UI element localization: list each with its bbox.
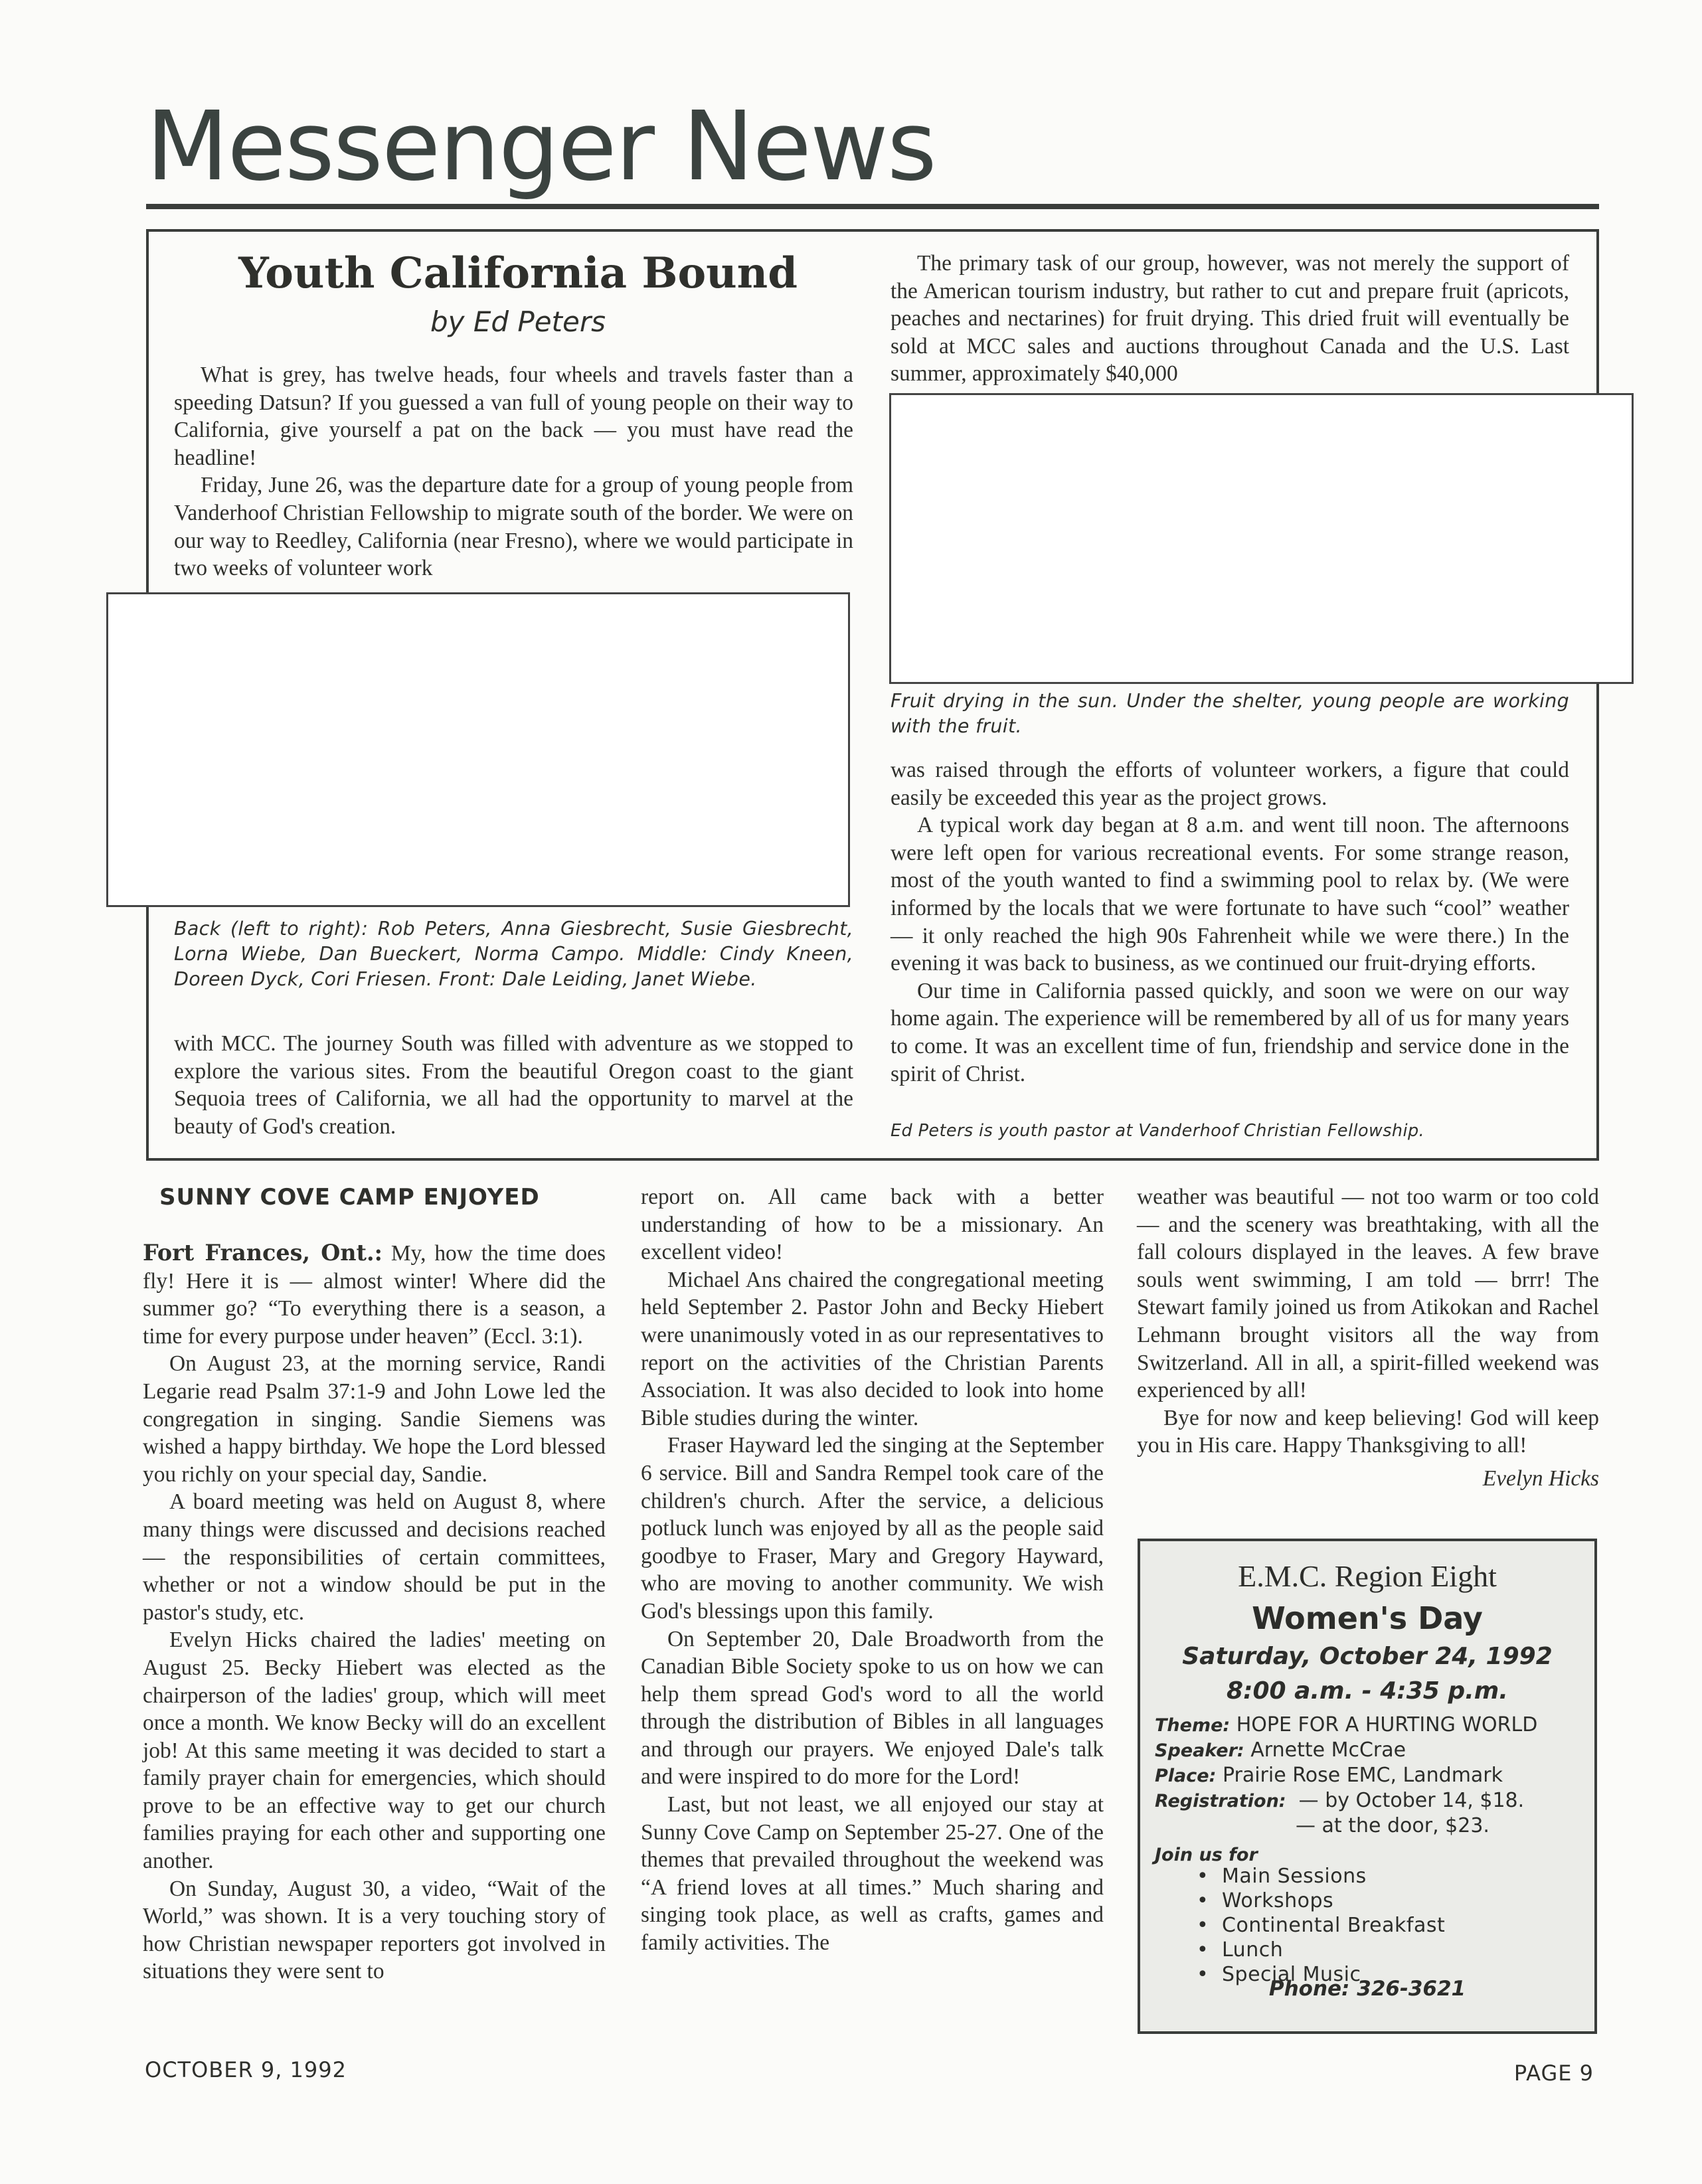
paragraph: Bye for now and keep believing! God will keep you in His care. Happy Thanksgiving to all! — [1137, 1405, 1599, 1458]
ad-theme-line — [1155, 1713, 1593, 1738]
paragraph: The primary task of our group, however, was not merely the support of the American tourism industry, but rather to cut and prepare fruit (apricots, peaches and nectarines) for fruit drying. This dried fruit will eventually be sold at MCC sales and auctions throughout Canada and the U.S. Last summer, approximately $40,000 — [891, 251, 1569, 386]
paragraph: Our time in California passed quickly, and soon we were on our way home again. The experience will be remembered by all of us for many years to come. It was an excellent time of fun, friendship and service done in the spirit of Christ. — [891, 978, 1569, 1086]
lead-text: My, how the time does fly! Here it is — almost winter! Where did the summer go? “To everything there is a season, a time for every purpose under heaven” (Eccl. 3:1). — [143, 1241, 606, 1349]
paragraph: Last, but not least, we all enjoyed our stay at Sunny Cove Camp on September 25-27. One of the themes that prevailed throughout the weekend was “A friend loves at all times.” Much sharing and singing took place, as well as crafts, games and family activities. The — [641, 1792, 1104, 1956]
group-photo-caption: Back (left to right): Rob Peters, Anna Giesbrecht, Susie Giesbrecht, Lorna Wiebe, Dan Bueckert, Norma Campo. Middle: Cindy Kneen, Doreen Dyck, Cori Friesen. Front: Dale Leiding, Janet Wiebe. — [174, 918, 853, 990]
sunny-col3 — [1137, 1183, 1599, 1493]
paragraph: report on. All came back with a better understanding of how to be a missionary. An excellent video! — [641, 1185, 1104, 1265]
ad-organization: E.M.C. Region Eight — [1238, 1559, 1497, 1593]
feature-col2-top — [891, 250, 1569, 388]
paragraph: was raised through the efforts of volunteer workers, a figure that could easily be exceeded this year as the project grows. — [891, 758, 1569, 810]
ad-speaker-line — [1155, 1738, 1593, 1763]
ad-time: 8:00 a.m. - 4:35 p.m. — [1227, 1677, 1508, 1705]
paragraph: Evelyn Hicks chaired the ladies' meeting on August 25. Becky Hiebert was elected as the chairperson of the ladies' group, which will meet once a month. We know Becky will do an excellent job! At this same meeting it was decided to start a family prayer chain for emergencies, which should prove to be an effective way to get our church families praying for each other and supporting one another. — [143, 1628, 606, 1874]
ad-registration-early: — by October 14, $18. — [1298, 1789, 1525, 1812]
ad-registration-label: Registration: — [1155, 1791, 1286, 1811]
ad-speaker-label: Speaker: — [1155, 1740, 1244, 1761]
masthead-rule — [146, 204, 1599, 209]
paragraph: What is grey, has twelve heads, four wheels and travels faster than a speeding Datsun? If you guessed a van full of young people on their way to California, give yourself a pat on the back — you must have read the headline! — [174, 363, 853, 470]
fruit-drying-photo — [889, 393, 1634, 684]
paragraph: On September 20, Dale Broadworth from the Canadian Bible Society spoke to us on how we can help them spread God's word to all the world through the distribution of Bibles in all languages and through our prayers. We enjoyed Dale's talk and were inspired to do more for the Lord! — [641, 1626, 1104, 1790]
paragraph: Friday, June 26, was the departure date for a group of young people from Vanderhoof Christian Fellowship to migrate south of the border. We were on our way to Reedley, California (near Fresno), where we would participate in two weeks of volunteer work — [174, 473, 853, 581]
paragraph — [143, 1239, 606, 1350]
ad-speaker: Arnette McCrae — [1250, 1738, 1406, 1762]
ad-program-item: • Lunch — [1197, 1938, 1569, 1962]
ad-details — [1155, 1713, 1593, 1867]
author-note: Ed Peters is youth pastor at Vanderhoof Christian Fellowship. — [891, 1121, 1425, 1141]
ad-place-label: Place: — [1155, 1766, 1217, 1786]
ad-registration-door: — at the door, $23. — [1296, 1814, 1489, 1837]
ad-place-line — [1155, 1763, 1593, 1788]
ad-program-item: • Special Music — [1197, 1962, 1569, 1987]
ad-phone: Phone: 326-3621 — [1268, 1977, 1466, 2001]
feature-col1-bottom — [174, 1030, 853, 1140]
ad-place: Prairie Rose EMC, Landmark — [1222, 1764, 1503, 1787]
paragraph: weather was beautiful — not too warm or too cold — and the scenery was breathtaking, with all the fall colours displayed in the leaves. A few brave souls went swimming, I am told — brrr! The Stewart family joined us from Atikokan and Rachel Lehmann brought visitors all the way from Switzerland. All in all, a spirit-filled weekend was experienced by all! — [1137, 1185, 1599, 1403]
dateline: Fort Frances, Ont.: — [143, 1240, 383, 1266]
ad-program-item: • Main Sessions — [1197, 1864, 1569, 1889]
sunny-cove-headline: SUNNY COVE CAMP ENJOYED — [159, 1184, 540, 1211]
paragraph: On Sunday, August 30, a video, “Wait of the World,” was shown. It is a very touching story of how Christian newspaper reporters got involved in situations they were sent to — [143, 1876, 606, 1984]
sunny-col1 — [143, 1239, 606, 1985]
paragraph: A board meeting was held on August 8, where many things were discussed and decisions reached — the responsibilities of certain committees, whether or not a window should be put in the pastor's study, etc. — [143, 1489, 606, 1625]
ad-program-item: • Workshops — [1197, 1889, 1569, 1913]
ad-date: Saturday, October 24, 1992 — [1182, 1643, 1553, 1670]
masthead-title: Messenger News — [146, 90, 936, 202]
fruit-drying-photo-caption: Fruit drying in the sun. Under the shelter, young people are working with the fruit. — [891, 690, 1569, 737]
footer-date: OCTOBER 9, 1992 — [145, 2057, 347, 2082]
ad-program-item: • Continental Breakfast — [1197, 1913, 1569, 1938]
footer-page-number: PAGE 9 — [1513, 2060, 1594, 2086]
signoff: Evelyn Hicks — [1482, 1466, 1599, 1491]
paragraph: with MCC. The journey South was filled with adventure as we stopped to explore the various sites. From the beautiful Oregon coast to the giant Sequoia trees of California, we all had the opportunity to marvel at the beauty of God's creation. — [174, 1031, 853, 1139]
ad-registration-line — [1155, 1788, 1593, 1813]
ad-theme: HOPE FOR A HURTING WORLD — [1236, 1713, 1538, 1736]
paragraph: Fraser Hayward led the singing at the September 6 service. Bill and Sandra Rempel took care of the children's church. After the service, a delicious potluck lunch was enjoyed by all as the people said goodbye to Fraser, Mary and Gregory Hayward, who are moving to another community. We wish God's blessings upon this family. — [641, 1433, 1104, 1624]
sunny-col2 — [641, 1183, 1104, 1957]
paragraph: A typical work day began at 8 a.m. and went till noon. The afternoons were left open for various recreational events. For some strange reason, most of the youth wanted to find a swimming pool to relax by. (We were informed by the locals that we were fortunate to have such “cool” weather — it only reached the high 90s Fahrenheit while we were there.) In the evening it was back to business, as we continued our fruit-drying efforts. — [891, 813, 1569, 976]
paragraph: On August 23, at the morning service, Randi Legarie read Psalm 37:1-9 and John Lowe led the congregation in singing. Sandie Siemens was wished a happy birthday. We hope the Lord blessed you richly on your special day, Sandie. — [143, 1351, 606, 1487]
feature-col1-top — [174, 361, 853, 582]
feature-byline: by Ed Peters — [430, 305, 606, 338]
feature-headline: Youth California Bound — [238, 248, 798, 298]
ad-program-list — [1197, 1864, 1569, 1987]
ad-join-label: Join us for — [1155, 1845, 1258, 1865]
feature-col2-bottom — [891, 756, 1569, 1088]
womens-day-ad — [1138, 1539, 1597, 2034]
ad-event-title: Women's Day — [1252, 1600, 1483, 1636]
paragraph: Michael Ans chaired the congregational meeting held September 2. Pastor John and Becky Hiebert were unanimously voted in as our representatives to report on the activities of the Christian Parents Association. It was also decided to look into home Bible studies during the winter. — [641, 1267, 1104, 1430]
ad-theme-label: Theme: — [1155, 1715, 1231, 1736]
group-photo — [106, 592, 850, 907]
